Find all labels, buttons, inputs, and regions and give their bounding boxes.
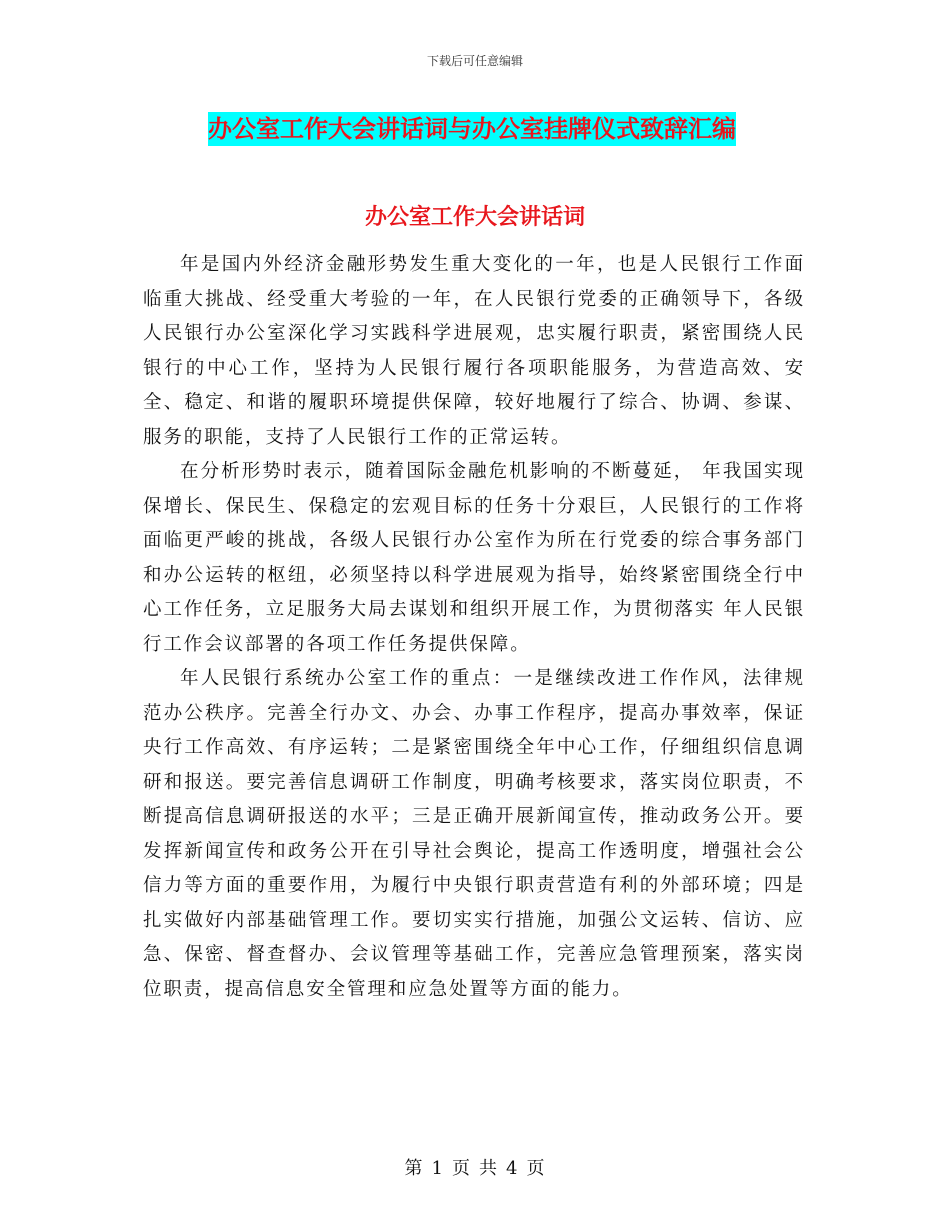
footer-label-unit: 页 — [452, 1158, 471, 1179]
document-title: 办公室工作大会讲话词与办公室挂牌仪式致辞汇编 — [208, 112, 736, 146]
paragraph-2: 在分析形势时表示，随着国际金融危机影响的不断蔓延， 年我国实现保增长、保民生、保稳定的宏观目标的任务十分艰巨，人民银行的工作将面临更严峻的挑战，各级人民银行办公室作为所在行党委的综合事务部门和办公运转的枢纽，必须坚持以科学进展观为指导，始终紧密围绕全行中心工作任务，立足服务大局去谋划和组织开展工作，为贯彻落实 年人民银行工作会议部署的各项工作任务提供保障。 — [143, 461, 805, 655]
header-note: 下载后可任意编辑 — [426, 54, 523, 68]
footer-total-pages: 4 — [506, 1158, 519, 1179]
document-body — [143, 248, 805, 1007]
footer-label-total: 共 — [479, 1158, 498, 1179]
paragraph-3: 年人民银行系统办公室工作的重点：一是继续改进工作作风，法律规范办公秩序。完善全行办文、办会、办事工作程序，提高办事效率，保证央行工作高效、有序运转；二是紧密围绕全年中心工作，仔细组织信息调研和报送。要完善信息调研工作制度，明确考核要求，落实岗位职责，不断提高信息调研报送的水平；三是正确开展新闻宣传，推动政务公开。要发挥新闻宣传和政务公开在引导社会舆论，提高工作透明度，增强社会公信力等方面的重要作用，为履行中央银行职责营造有利的外部环境；四是扎实做好内部基础管理工作。要切实实行措施，加强公文运转、信访、应急、保密、督查督办、会议管理等基础工作，完善应急管理预案，落实岗位职责，提高信息安全管理和应急处置等方面的能力。 — [143, 668, 805, 1000]
paragraph-1: 年是国内外经济金融形势发生重大变化的一年，也是人民银行工作面临重大挑战、经受重大考验的一年，在人民银行党委的正确领导下，各级人民银行办公室深化学习实践科学进展观，忠实履行职责，紧密围绕人民银行的中心工作，坚持为人民银行履行各项职能服务，为营造高效、安全、稳定、和谐的履职环境提供保障，较好地履行了综合、协调、参谋、服务的职能，支持了人民银行工作的正常运转。 — [143, 254, 805, 448]
page-footer — [0, 1154, 950, 1180]
footer-label-page: 第 — [404, 1158, 424, 1179]
footer-current-page: 1 — [431, 1158, 444, 1179]
footer-label-unit-end: 页 — [526, 1158, 546, 1179]
section-title: 办公室工作大会讲话词 — [364, 204, 585, 230]
